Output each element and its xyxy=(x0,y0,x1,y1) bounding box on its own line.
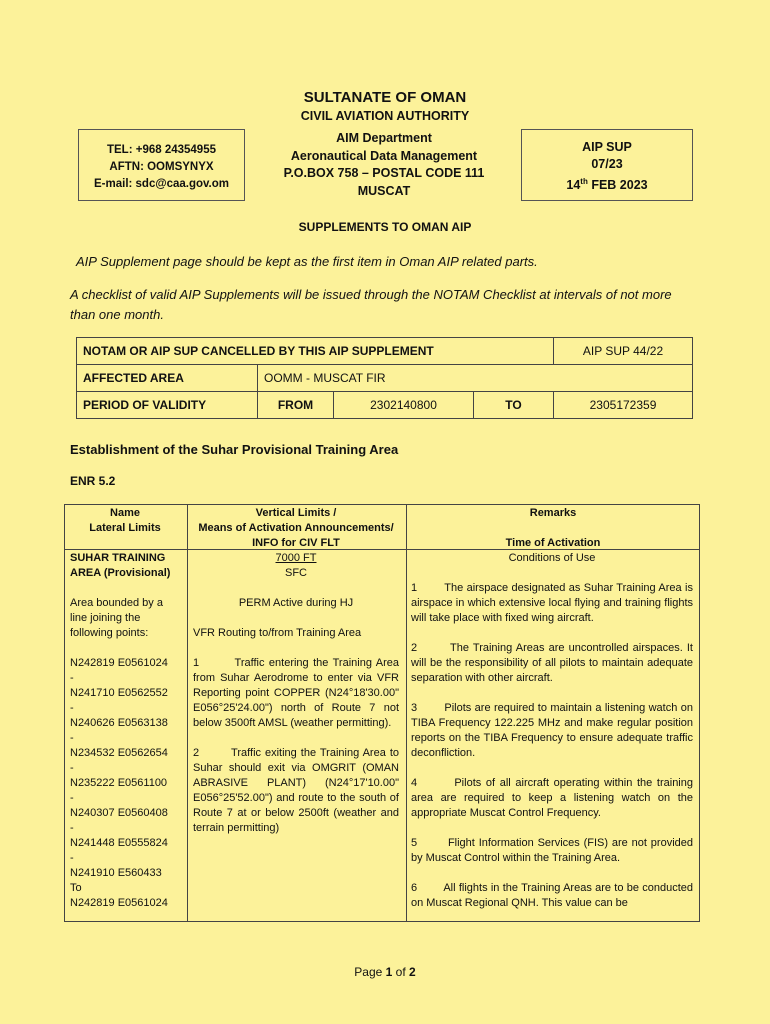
remark-item: 1 The airspace designated as Suhar Training Area is airspace in which extensive local flying and training flights will take place with fixed wing aircraft. xyxy=(411,582,693,624)
establishment-title: Establishment of the Suhar Provisional Training Area xyxy=(70,442,399,457)
affected-area-value: OOMM - MUSCAT FIR xyxy=(258,365,693,392)
to-value: 2305172359 xyxy=(554,392,693,419)
checklist-note: A checklist of valid AIP Supplements will be issued through the NOTAM Checklist at intervals of not more than one month. xyxy=(70,287,672,322)
time-of-activation-header: Time of Activation xyxy=(505,537,601,549)
perm-active-text: PERM Active during HJ xyxy=(238,597,354,609)
coordinate-item: - xyxy=(70,762,74,774)
upper-limit: 7000 FT xyxy=(275,552,317,564)
period-label: PERIOD OF VALIDITY xyxy=(77,392,258,419)
aip-sup-date xyxy=(522,173,692,194)
coordinate-item: - xyxy=(70,792,74,804)
header-info-civ-flt: INFO for CIV FLT xyxy=(252,537,340,549)
contact-email: E-mail: sdc@caa.gov.om xyxy=(94,178,229,190)
area-name: SUHAR TRAINING xyxy=(70,552,166,564)
date-day: 14 xyxy=(566,178,581,193)
aim-city: MUSCAT xyxy=(357,183,411,198)
page-number: 1 xyxy=(385,965,393,979)
bounded-text: Area bounded by a xyxy=(70,597,163,609)
remarks-column-header: Remarks xyxy=(529,507,577,519)
header-lateral-limits: Lateral Limits xyxy=(89,522,161,534)
coordinate-item: N235222 E0561100 xyxy=(70,777,168,789)
table-row xyxy=(77,392,693,419)
of-word: of xyxy=(392,965,410,979)
lower-limit: SFC xyxy=(285,567,307,579)
cancelled-value: AIP SUP 44/22 xyxy=(554,338,693,365)
aip-sup-box xyxy=(521,129,693,201)
vfr-routing-text: VFR Routing to/from Training Area xyxy=(193,627,362,639)
from-value: 2302140800 xyxy=(334,392,474,419)
name-column-header xyxy=(64,506,186,536)
authority-title: CIVIL AVIATION AUTHORITY xyxy=(300,109,470,123)
remarks-column-body xyxy=(411,551,693,911)
header-means-of-activation: Means of Activation Announcements/ xyxy=(198,522,394,534)
enr-section-label: ENR 5.2 xyxy=(70,474,116,488)
page-total: 2 xyxy=(409,965,416,979)
coordinate-item: N241910 E560433 xyxy=(70,867,162,879)
vertical-limits-column-body xyxy=(193,551,399,836)
coordinate-item: - xyxy=(70,702,74,714)
contact-aftn: AFTN: OOMSYNYX xyxy=(109,161,214,173)
coordinate-item: - xyxy=(70,852,74,864)
aim-data-management: Aeronautical Data Management xyxy=(290,148,478,163)
header-name: Name xyxy=(110,507,140,519)
country-title: SULTANATE OF OMAN xyxy=(303,89,467,106)
aim-address-block xyxy=(268,130,500,200)
contact-box xyxy=(78,129,245,201)
coordinate-item: N240307 E0560408 xyxy=(70,807,168,819)
coordinate-item: - xyxy=(70,822,74,834)
affected-area-label: AFFECTED AREA xyxy=(77,365,258,392)
cancellation-table xyxy=(76,337,693,419)
table-row xyxy=(77,365,693,392)
bounded-text: line joining the xyxy=(70,612,141,624)
aim-po-box: P.O.BOX 758 – POSTAL CODE 111 xyxy=(283,166,485,180)
coordinate-item: - xyxy=(70,672,74,684)
coordinate-item: N240626 E0563138 xyxy=(70,717,168,729)
column-divider xyxy=(406,505,407,921)
supplements-title: SUPPLEMENTS TO OMAN AIP xyxy=(298,220,472,234)
name-column-body xyxy=(70,551,180,911)
aim-department: AIM Department xyxy=(336,131,432,145)
conditions-of-use-title: Conditions of Use xyxy=(508,552,596,564)
header-vertical-limits: Vertical Limits / xyxy=(255,507,337,519)
remark-item: 6 All flights in the Training Areas are to be conducted on Muscat Regional QNH. This value can be xyxy=(411,882,693,909)
coordinate-list xyxy=(70,656,180,911)
from-label: FROM xyxy=(258,392,334,419)
date-day-suffix: th xyxy=(580,177,588,186)
coordinate-item: N234532 E0562654 xyxy=(70,747,168,759)
page-footer xyxy=(0,965,770,979)
contact-tel: TEL: +968 24354955 xyxy=(106,144,216,156)
column-divider xyxy=(187,505,188,921)
table-row xyxy=(77,338,693,365)
aip-sup-number: 07/23 xyxy=(591,157,623,171)
date-month-year: FEB 2023 xyxy=(587,178,648,193)
supplement-note: AIP Supplement page should be kept as the first item in Oman AIP related parts. xyxy=(76,254,538,269)
coordinate-item: N242819 E0561024 xyxy=(70,657,168,669)
to-label: TO xyxy=(474,392,554,419)
bounded-text: following points: xyxy=(70,627,149,639)
remark-item: 4 Pilots of all aircraft operating within the training area are required to keep a listening watch on the appropriate Muscat Control Frequency. xyxy=(411,777,693,819)
remark-item: 2 The Training Areas are uncontrolled airspaces. It will be the responsibility of all pilots to maintain adequate separation with other aircraft. xyxy=(411,642,693,684)
coordinate-item: - xyxy=(70,732,74,744)
remark-item: 5 Flight Information Services (FIS) are not provided by Muscat Control within the Training Area. xyxy=(411,837,693,864)
coordinate-item: N241448 E0555824 xyxy=(70,837,168,849)
aip-sup-label: AIP SUP xyxy=(582,140,632,154)
exiting-procedure: 2 Traffic exiting the Training Area to Suhar should exit via OMGRIT (OMAN ABRASIVE PLANT) (N24°17'10.00" E056°25'52.00") and route to the south of Route 7 at or below 2500ft (weather and terrain permitting) xyxy=(193,747,399,834)
coordinate-item: N242819 E0561024 xyxy=(70,897,168,909)
cancelled-label: NOTAM OR AIP SUP CANCELLED BY THIS AIP SUPPLEMENT xyxy=(77,338,554,365)
page-word: Page xyxy=(354,965,386,979)
area-name-qualifier: AREA (Provisional) xyxy=(70,567,171,579)
vertical-limits-column-header xyxy=(187,506,405,551)
coordinate-item: To xyxy=(70,882,82,894)
coordinate-item: N241710 E0562552 xyxy=(70,687,168,699)
entering-procedure: 1 Traffic entering the Training Area from Suhar Aerodrome to enter via VFR Reporting point COPPER (N24°18'30.00" E056°25'24.00") north of Route 7 not below 3500ft AMSL (weather permitting). xyxy=(193,657,399,729)
remark-item: 3 Pilots are required to maintain a listening watch on TIBA Frequency 122.225 MHz and make regular position reports on the TIBA Frequency to ensure adequate traffic deconfliction. xyxy=(411,702,693,759)
